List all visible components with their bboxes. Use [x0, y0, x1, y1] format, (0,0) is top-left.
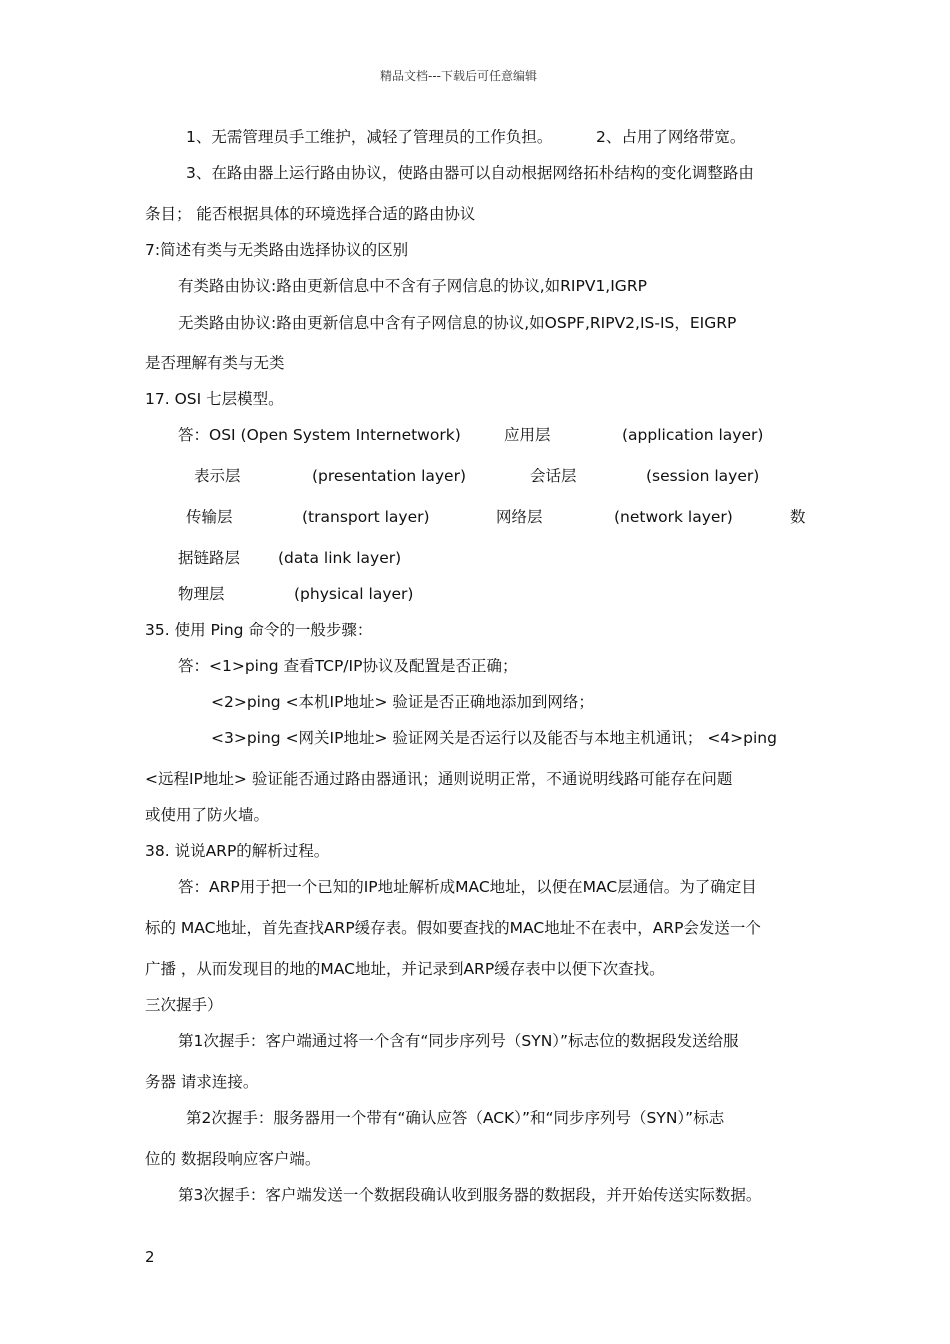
osi-layer-name: 据链路层 — [178, 549, 241, 567]
paragraph-line: <远程IP地址> 验证能否通过路由器通讯；通则说明正常，不通说明线路可能存在问题 — [145, 770, 733, 788]
paragraph-line: 广播 ，从而发现目的地的MAC地址，并记录到ARP缓存表中以便下次查找。 — [145, 960, 665, 978]
paragraph-line: 或使用了防火墙。 — [145, 806, 270, 824]
page-header: 精品文档---下载后可任意编辑 — [380, 69, 537, 83]
osi-layer-name: 会话层 — [530, 467, 577, 485]
paragraph-line: 第2次握手：服务器用一个带有“确认应答（ACK）”和“同步序列号（SYN）”标志 — [186, 1109, 725, 1127]
paragraph-line: 位的 数据段响应客户端。 — [145, 1150, 321, 1168]
paragraph-line: 2、占用了网络带宽。 — [596, 128, 746, 146]
paragraph-line: 3、在路由器上运行路由协议，使路由器可以自动根据网络拓朴结构的变化调整路由 — [186, 164, 754, 182]
paragraph-line: 无类路由协议:路由更新信息中含有子网信息的协议,如OSPF,RIPV2,IS-IS，EIGRP — [178, 314, 737, 332]
osi-layer-english: (session layer) — [646, 467, 760, 485]
paragraph-line: 标的 MAC地址，首先查找ARP缓存表。假如要查找的MAC地址不在表中，ARP会发送一个 — [145, 919, 761, 937]
paragraph-line: <2>ping <本机IP地址> 验证是否正确地添加到网络； — [211, 693, 594, 711]
paragraph-line: 是否理解有类与无类 — [145, 354, 285, 372]
paragraph-line: 答：ARP用于把一个已知的IP地址解析成MAC地址，以便在MAC层通信。为了确定目 — [178, 878, 757, 896]
paragraph-line: 务器 请求连接。 — [145, 1073, 259, 1091]
section-heading: 17. OSI 七层模型。 — [145, 390, 284, 408]
osi-layer-english: (transport layer) — [302, 508, 430, 526]
osi-layer-name: 物理层 — [178, 585, 225, 603]
page-number: 2 — [145, 1248, 155, 1266]
osi-layer-english: (application layer) — [622, 426, 764, 444]
paragraph-line: <3>ping <网关IP地址> 验证网关是否运行以及能否与本地主机通讯； <4>ping — [211, 729, 777, 747]
osi-layer-name: 网络层 — [496, 508, 543, 526]
section-heading: 7:简述有类与无类路由选择协议的区别 — [145, 241, 409, 259]
osi-layer-name: 传输层 — [186, 508, 233, 526]
section-heading: 三次握手） — [145, 996, 223, 1014]
paragraph-line: 第1次握手：客户端通过将一个含有“同步序列号（SYN）”标志位的数据段发送给服 — [178, 1032, 739, 1050]
paragraph-line: 1、无需管理员手工维护，减轻了管理员的工作负担。 — [186, 128, 553, 146]
osi-layer-english: (network layer) — [614, 508, 733, 526]
osi-layer-english: (physical layer) — [294, 585, 414, 603]
osi-answer-intro: 答：OSI (Open System Internetwork) — [178, 426, 461, 444]
paragraph-line: 条目； 能否根据具体的环境选择合适的路由协议 — [145, 205, 476, 223]
paragraph-line: 有类路由协议:路由更新信息中不含有子网信息的协议,如RIPV1,IGRP — [178, 277, 647, 295]
osi-layer-english: (data link layer) — [278, 549, 402, 567]
osi-layer-name: 数 — [790, 508, 806, 526]
paragraph-line: 答：<1>ping 查看TCP/IP协议及配置是否正确； — [178, 657, 518, 675]
osi-layer-name: 表示层 — [194, 467, 241, 485]
section-heading: 35. 使用 Ping 命令的一般步骤： — [145, 621, 373, 639]
osi-layer-english: (presentation layer) — [312, 467, 467, 485]
osi-layer-name: 应用层 — [504, 426, 551, 444]
section-heading: 38. 说说ARP的解析过程。 — [145, 842, 330, 860]
paragraph-line: 第3次握手：客户端发送一个数据段确认收到服务器的数据段，并开始传送实际数据。 — [178, 1186, 762, 1204]
